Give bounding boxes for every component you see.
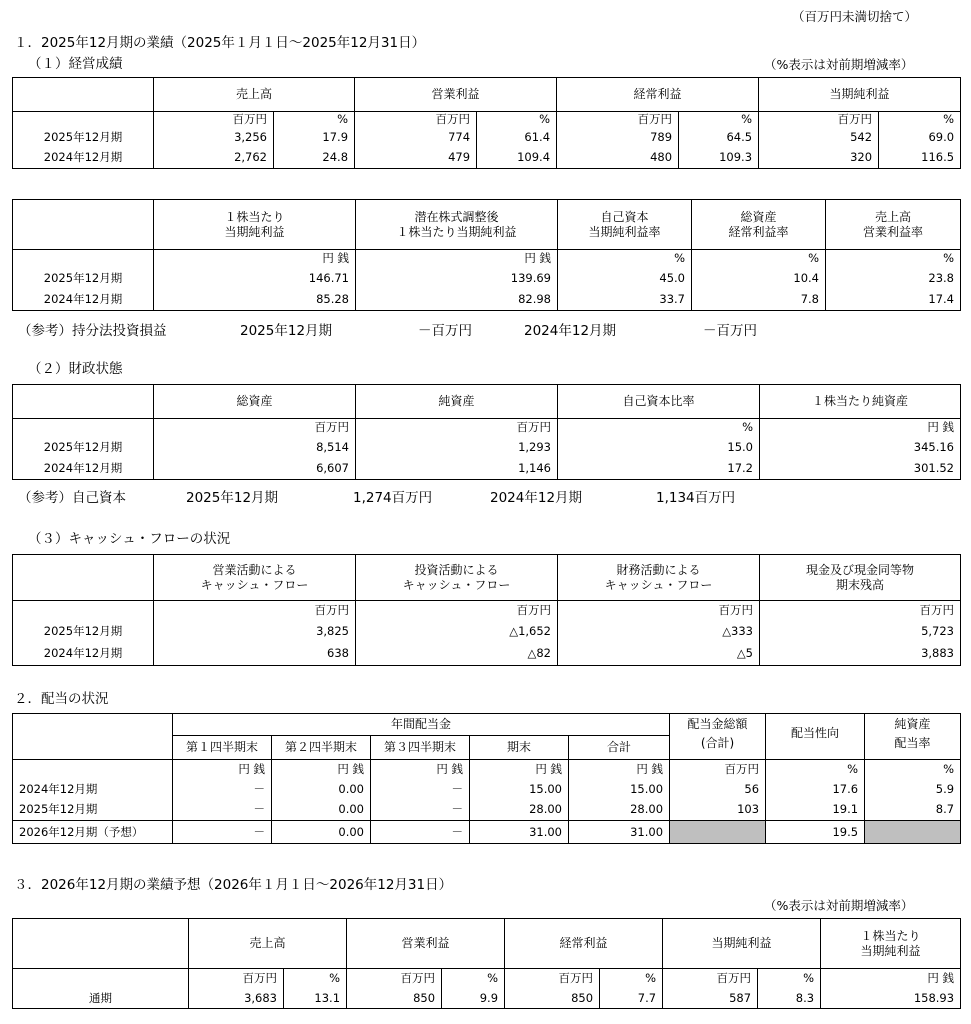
table-row [13, 148, 961, 169]
unit: % [692, 250, 826, 268]
cell: 139.69 [356, 268, 558, 289]
cell: 850 [505, 989, 600, 1009]
cell: 2,762 [154, 148, 274, 169]
table-row [13, 621, 961, 643]
header-investing-cf: 投資活動による キャッシュ・フロー [356, 555, 558, 601]
unit: 百万円 [558, 601, 760, 621]
unit: 百万円 [356, 601, 558, 621]
cell: 789 [557, 128, 679, 148]
table-row [13, 437, 961, 458]
cell: 5,723 [760, 621, 961, 643]
header-q3: 第３四半期末 [371, 736, 470, 760]
unit: 百万円 [356, 419, 558, 437]
header-sales: 売上高 [189, 919, 347, 969]
unit-note: （百万円未満切捨て） [792, 9, 918, 24]
cell: 61.4 [477, 128, 557, 148]
ref-equity-label: （参考）自己資本 [18, 490, 126, 506]
cell: 542 [759, 128, 879, 148]
section3-pct-note: （%表示は対前期増減率） [764, 898, 914, 913]
cell: 3,683 [189, 989, 284, 1009]
row-label: 2024年12月期 [13, 148, 154, 169]
header-operating-income: 営業利益 [355, 78, 557, 112]
row-label: 2025年12月期 [13, 437, 154, 458]
unit: 百万円 [154, 112, 274, 128]
table-row [13, 780, 961, 800]
cell: － [173, 780, 272, 800]
header-total-dividend-sub: (合計) [670, 736, 766, 760]
unit: 百万円 [154, 419, 356, 437]
unit: % [558, 419, 760, 437]
cell: 15.00 [470, 780, 569, 800]
unit: % [758, 969, 821, 989]
cell: 480 [557, 148, 679, 169]
cell: 158.93 [821, 989, 961, 1009]
ref2-period-2: 2024年12月期 [490, 490, 583, 506]
header-eps: １株当たり 当期純利益 [154, 200, 356, 250]
header-sales: 売上高 [154, 78, 355, 112]
cell: 850 [347, 989, 442, 1009]
cell: 1,293 [356, 437, 558, 458]
cell: 33.7 [558, 289, 692, 311]
cell: 82.98 [356, 289, 558, 311]
cell: 24.8 [274, 148, 355, 169]
unit: % [865, 760, 961, 780]
ref-value-2: －百万円 [703, 323, 757, 339]
unit: 円 銭 [272, 760, 371, 780]
ref-period-2: 2024年12月期 [524, 323, 617, 339]
shaded-cell [865, 821, 961, 844]
row-label: 2024年12月期 [13, 289, 154, 311]
cell: △82 [356, 643, 558, 666]
unit: 百万円 [557, 112, 679, 128]
cell: 19.1 [766, 800, 865, 821]
cell: 17.9 [274, 128, 355, 148]
unit: 円 銭 [470, 760, 569, 780]
cell: 109.3 [679, 148, 759, 169]
header-operating-margin: 売上高 営業利益率 [826, 200, 961, 250]
cell: 23.8 [826, 268, 961, 289]
row-label: 2024年12月期 [13, 643, 154, 666]
cell: 8,514 [154, 437, 356, 458]
dividends-table [12, 713, 961, 844]
cell: 64.5 [679, 128, 759, 148]
ref-equity-method-label: （参考）持分法投資損益 [18, 323, 167, 339]
results-table [12, 77, 961, 169]
header-cash-balance: 現金及び現金同等物 期末残高 [760, 555, 961, 601]
cell: 8.7 [865, 800, 961, 821]
table-row [13, 128, 961, 148]
cashflow-table [12, 554, 961, 666]
cell: 146.71 [154, 268, 356, 289]
header-equity-ratio: 自己資本比率 [558, 385, 760, 419]
cell: 587 [663, 989, 758, 1009]
corner-cell [13, 78, 154, 112]
header-q1: 第１四半期末 [173, 736, 272, 760]
unit: % [558, 250, 692, 268]
row-label: 2025年12月期 [13, 621, 154, 643]
cell: 19.5 [766, 821, 865, 844]
cell: 6,607 [154, 458, 356, 480]
cell: 0.00 [272, 780, 371, 800]
header-operating-cf: 営業活動による キャッシュ・フロー [154, 555, 356, 601]
cell: 0.00 [272, 821, 371, 844]
ratios-table [12, 199, 961, 311]
cell: 31.00 [569, 821, 670, 844]
unit: 円 銭 [760, 419, 961, 437]
ref-period-1: 2025年12月期 [240, 323, 333, 339]
header-net-assets: 純資産 [356, 385, 558, 419]
row-label: 2025年12月期 [13, 128, 154, 148]
unit: 円 銭 [821, 969, 961, 989]
cell: 3,825 [154, 621, 356, 643]
cell: 69.0 [879, 128, 961, 148]
cell: 17.4 [826, 289, 961, 311]
cell: 13.1 [284, 989, 347, 1009]
table-row [13, 289, 961, 311]
unit: % [442, 969, 505, 989]
cell: 116.5 [879, 148, 961, 169]
cell: 638 [154, 643, 356, 666]
cell: 1,146 [356, 458, 558, 480]
cell: △1,652 [356, 621, 558, 643]
cell: 320 [759, 148, 879, 169]
row-label: 2024年12月期 [13, 780, 173, 800]
cell: 56 [670, 780, 766, 800]
header-total: 合計 [569, 736, 670, 760]
header-total-dividend: 配当金総額 [670, 714, 766, 736]
cell: △5 [558, 643, 760, 666]
section1-sub3: （３）キャッシュ・フローの状況 [28, 531, 231, 547]
table-row [13, 268, 961, 289]
header-operating-income: 営業利益 [347, 919, 505, 969]
cell: 7.8 [692, 289, 826, 311]
cell: － [371, 780, 470, 800]
cell: － [371, 821, 470, 844]
section1-sub2: （２）財政状態 [28, 361, 123, 377]
cell: 9.9 [442, 989, 505, 1009]
unit: 円 銭 [371, 760, 470, 780]
cell: 345.16 [760, 437, 961, 458]
header-net-income: 当期純利益 [663, 919, 821, 969]
table-row [13, 800, 961, 821]
header-roe: 自己資本 当期純利益率 [558, 200, 692, 250]
cell: 301.52 [760, 458, 961, 480]
cell: 31.00 [470, 821, 569, 844]
unit: 百万円 [347, 969, 442, 989]
cell: △333 [558, 621, 760, 643]
unit: % [766, 760, 865, 780]
header-financing-cf: 財務活動による キャッシュ・フロー [558, 555, 760, 601]
section1-title: １．2025年12月期の業績（2025年１月１日～2025年12月31日） [14, 35, 426, 51]
row-label: 2026年12月期（予想） [13, 821, 173, 844]
row-label: 2025年12月期 [13, 800, 173, 821]
header-ordinary-income: 経常利益 [505, 919, 663, 969]
header-annual-dividend: 年間配当金 [173, 714, 670, 736]
table-row [13, 989, 961, 1009]
cell: 3,883 [760, 643, 961, 666]
cell: 17.6 [766, 780, 865, 800]
unit: 百万円 [505, 969, 600, 989]
cell: 15.00 [569, 780, 670, 800]
unit: % [600, 969, 663, 989]
cell: － [371, 800, 470, 821]
unit: % [284, 969, 347, 989]
header-doe-sub: 配当率 [865, 736, 961, 760]
header-year-end: 期末 [470, 736, 569, 760]
unit: 百万円 [663, 969, 758, 989]
header-ordinary-income: 経常利益 [557, 78, 759, 112]
ref2-value-1: 1,274百万円 [353, 490, 433, 506]
shaded-cell [670, 821, 766, 844]
unit: 百万円 [189, 969, 284, 989]
table-row-forecast [13, 821, 961, 844]
unit: 円 銭 [154, 250, 356, 268]
cell: 17.2 [558, 458, 760, 480]
ref2-value-2: 1,134百万円 [656, 490, 736, 506]
row-label: 2025年12月期 [13, 268, 154, 289]
unit: 百万円 [355, 112, 477, 128]
section1-sub1: （１）経営成績 [28, 56, 123, 72]
header-eps: １株当たり 当期純利益 [821, 919, 961, 969]
ref-value-1: －百万円 [418, 323, 472, 339]
unit: % [274, 112, 355, 128]
unit: % [679, 112, 759, 128]
cell: － [173, 821, 272, 844]
ref2-period-1: 2025年12月期 [186, 490, 279, 506]
cell: － [173, 800, 272, 821]
unit: 円 銭 [173, 760, 272, 780]
cell: 45.0 [558, 268, 692, 289]
unit: % [879, 112, 961, 128]
cell: 774 [355, 128, 477, 148]
header-total-assets: 総資産 [154, 385, 356, 419]
cell: 10.4 [692, 268, 826, 289]
forecast-table [12, 918, 961, 1009]
unit: 円 銭 [569, 760, 670, 780]
financial-position-table [12, 384, 961, 480]
header-roa: 総資産 経常利益率 [692, 200, 826, 250]
header-payout-ratio: 配当性向 [766, 736, 865, 760]
header-net-income: 当期純利益 [759, 78, 961, 112]
unit: 円 銭 [356, 250, 558, 268]
header-bps: １株当たり純資産 [760, 385, 961, 419]
cell: 103 [670, 800, 766, 821]
pct-note: （%表示は対前期増減率） [764, 57, 914, 72]
header-q2: 第２四半期末 [272, 736, 371, 760]
cell: 479 [355, 148, 477, 169]
section2-title: ２．配当の状況 [14, 691, 109, 707]
cell: 3,256 [154, 128, 274, 148]
unit: 百万円 [760, 601, 961, 621]
cell: 109.4 [477, 148, 557, 169]
unit: % [826, 250, 961, 268]
cell: 28.00 [569, 800, 670, 821]
unit: % [477, 112, 557, 128]
header-doe: 純資産 [865, 714, 961, 736]
cell: 85.28 [154, 289, 356, 311]
cell: 5.9 [865, 780, 961, 800]
table-row [13, 458, 961, 480]
cell: 15.0 [558, 437, 760, 458]
unit: 百万円 [759, 112, 879, 128]
table-row [13, 643, 961, 666]
cell: 7.7 [600, 989, 663, 1009]
row-label: 2024年12月期 [13, 458, 154, 480]
section3-title: ３．2026年12月期の業績予想（2026年１月１日～2026年12月31日） [14, 877, 453, 893]
cell: 0.00 [272, 800, 371, 821]
unit: 百万円 [154, 601, 356, 621]
cell: 28.00 [470, 800, 569, 821]
unit: 百万円 [670, 760, 766, 780]
header-diluted-eps: 潜在株式調整後 １株当たり当期純利益 [356, 200, 558, 250]
row-label: 通期 [13, 989, 189, 1009]
cell: 8.3 [758, 989, 821, 1009]
